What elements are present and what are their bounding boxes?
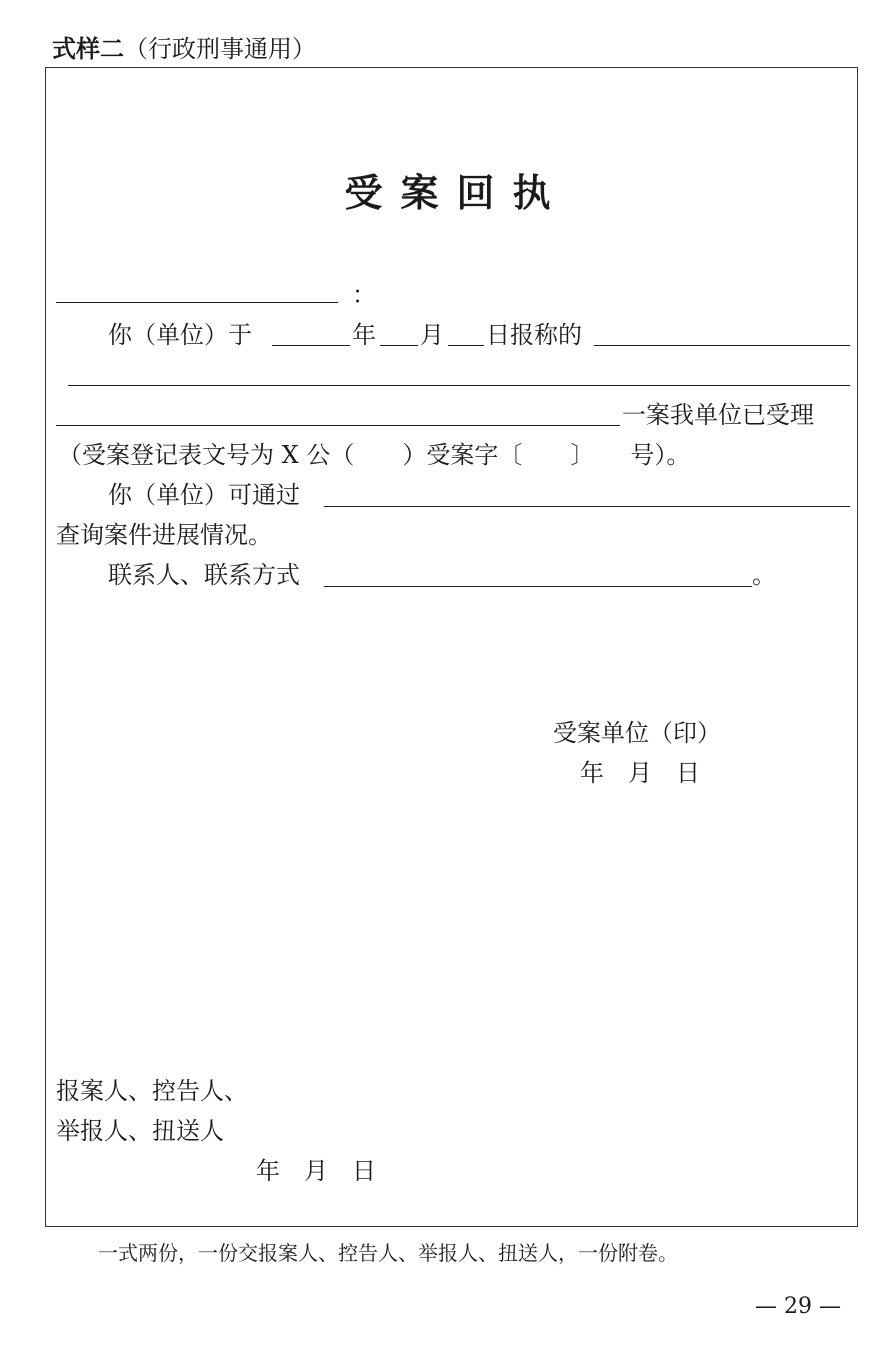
contact-prefix: 联系人、联系方式 xyxy=(108,561,300,589)
inquiry-suffix: 查询案件进展情况。 xyxy=(56,521,272,549)
case-accepted-text: 一案我单位已受理 xyxy=(622,401,814,429)
contact-blank[interactable] xyxy=(324,586,752,587)
signer-label-line2: 举报人、扭送人 xyxy=(56,1117,224,1145)
issuer-seal-label: 受案单位（印） xyxy=(553,719,721,747)
signer-label-line1: 报案人、控告人、 xyxy=(56,1077,248,1105)
report-day-suffix: 日报称的 xyxy=(486,321,582,349)
issuer-date: 年 月 日 xyxy=(580,759,700,787)
report-content-blank-3[interactable] xyxy=(56,425,620,426)
inquiry-method-blank[interactable] xyxy=(324,506,850,507)
form-style-label-main: 式样二 xyxy=(52,35,124,63)
form-style-label-note: （行政刑事通用） xyxy=(124,35,316,63)
report-month-blank[interactable] xyxy=(380,345,418,346)
signer-date: 年 月 日 xyxy=(256,1157,376,1185)
page-number: — 29 — xyxy=(755,1294,841,1319)
report-date-prefix: 你（单位）于 xyxy=(108,321,252,349)
report-year-label: 年 xyxy=(352,321,376,349)
report-content-blank-1[interactable] xyxy=(594,345,850,346)
addressee-blank[interactable] xyxy=(56,302,338,303)
report-day-blank[interactable] xyxy=(448,345,484,346)
report-year-blank[interactable] xyxy=(272,345,350,346)
form-title: 受案回执 xyxy=(344,170,569,215)
report-content-blank-2[interactable] xyxy=(68,385,850,386)
registration-number-text: （受案登记表文号为 X 公（ ）受案字〔 〕 号）。 xyxy=(58,441,691,469)
form-border xyxy=(45,67,858,1227)
addressee-colon: ： xyxy=(352,281,376,309)
report-month-label: 月 xyxy=(420,321,444,349)
copies-footnote: 一式两份，一份交报案人、控告人、举报人、扭送人，一份附卷。 xyxy=(98,1241,678,1265)
inquiry-prefix: 你（单位）可通过 xyxy=(108,481,300,509)
contact-period: 。 xyxy=(752,561,776,589)
form-style-label xyxy=(52,32,316,66)
